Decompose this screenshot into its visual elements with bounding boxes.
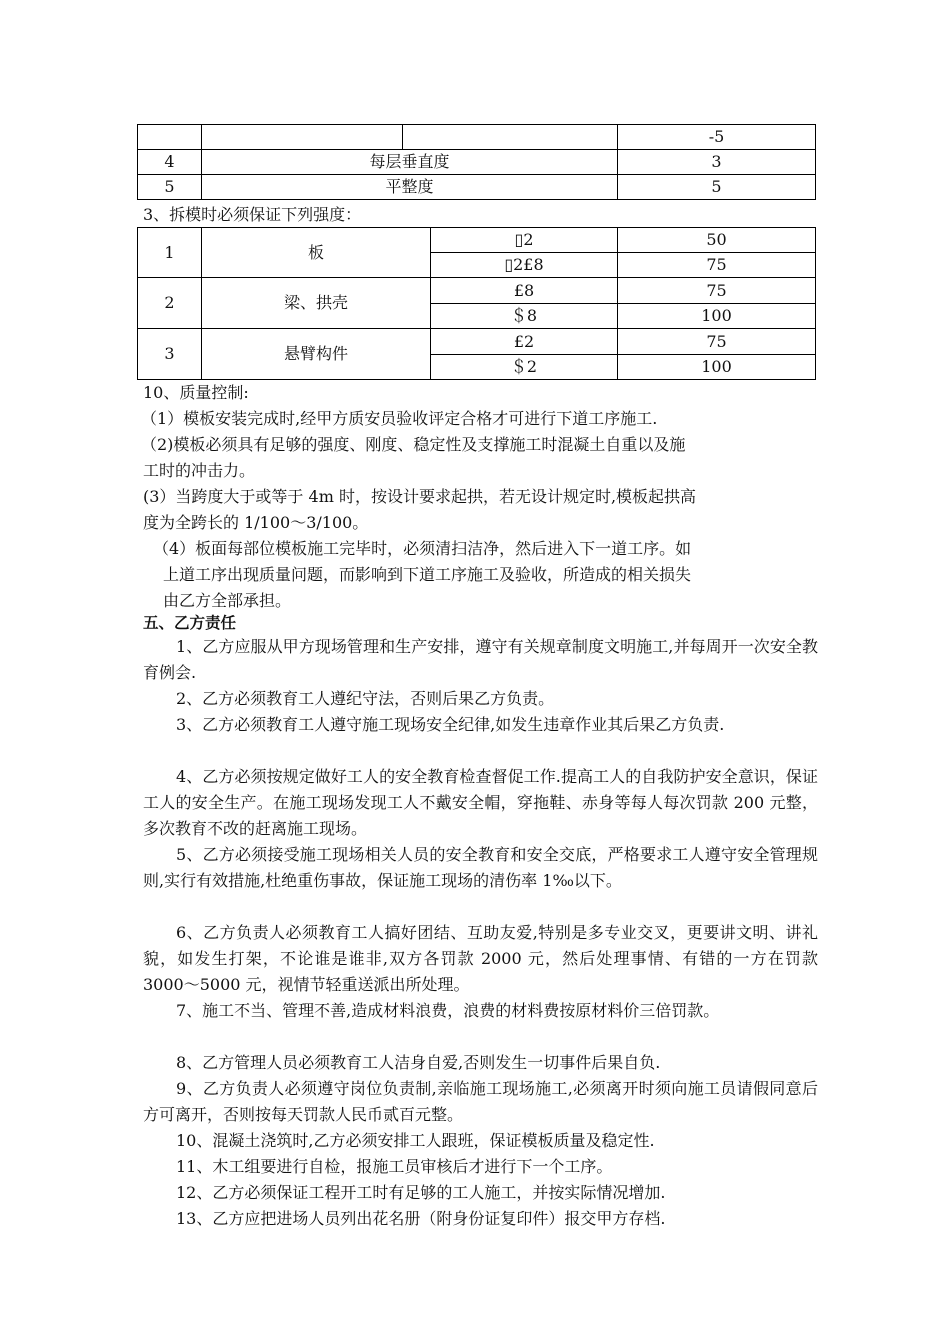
responsibility-item: 2、乙方必须教育工人遵纪守法，否则后果乙方负责。 [176, 689, 555, 708]
quality-item-2-line-2: 工时的冲击力。 [143, 461, 256, 480]
quality-item-3-line-1: (3）当跨度大于或等于 4m 时，按设计要求起拱，若无设计规定时,模板起拱高 [143, 487, 697, 506]
quality-item-2-line-1: （2)模板必须具有足够的强度、刚度、稳定性及支撑施工时混凝土自重以及施 [141, 435, 686, 454]
table-cell: ＄8 [431, 304, 618, 329]
table-row [138, 150, 816, 175]
quality-item-3-line-2: 度为全跨长的 1/100～3/100。 [143, 513, 369, 532]
span-condition: 2£8 [513, 255, 544, 274]
table-cell: 5 [138, 175, 202, 200]
table-cell [138, 125, 202, 150]
table-cell: 5 [618, 175, 816, 200]
quality-heading: 10、质量控制: [143, 383, 249, 402]
quality-item-4-line-2: 上道工序出现质量问题，而影响到下道工序施工及验收，所造成的相关损失 [163, 565, 692, 584]
table-cell [431, 253, 618, 278]
table-cell: 4 [138, 150, 202, 175]
table-cell: 100 [618, 355, 816, 380]
table-cell [202, 125, 403, 150]
table-cell [403, 125, 618, 150]
table-cell: 75 [618, 278, 816, 304]
responsibility-item: 13、乙方应把进场人员列出花名册（附身份证复印件）报交甲方存档. [176, 1209, 666, 1228]
table-cell: £2 [431, 329, 618, 355]
table-cell: 梁、拱壳 [202, 278, 431, 329]
table-cell: 100 [618, 304, 816, 329]
responsibility-item: 9、乙方负责人必须遵守岗位负责制,亲临施工现场施工,必须离开时须向施工员请假同意后方可离开，否则按每天罚款人民币贰百元整。 [143, 1079, 818, 1124]
table-cell: 3 [138, 329, 202, 380]
table-cell: 1 [138, 228, 202, 278]
missing-glyph-icon: ▯ [504, 255, 514, 274]
tolerance-table [137, 124, 816, 200]
responsibility-item: 3、乙方必须教育工人遵守施工现场安全纪律,如发生违章作业其后果乙方负责. [176, 715, 725, 734]
quality-item-4-line-1: （4）板面每部位模板施工完毕时，必须清扫洁净，然后进入下一道工序。如 [153, 539, 692, 558]
responsibility-item: 8、乙方管理人员必须教育工人洁身自爱,否则发生一切事件后果自负. [176, 1053, 661, 1072]
section-title: 五、乙方责任 [143, 614, 237, 632]
table-cell: £8 [431, 278, 618, 304]
quality-item-4-line-3: 由乙方全部承担。 [163, 591, 292, 610]
responsibility-item: 4、乙方必须按规定做好工人的安全教育检查督促工作.提高工人的自我防护安全意识，保证工人的安全生产。在施工现场发现工人不戴安全帽，穿拖鞋、赤身等每人每次罚款 200 元整，多次教育不改的赶离施工现场。 [143, 767, 818, 838]
responsibility-item: 12、乙方必须保证工程开工时有足够的工人施工，并按实际情况增加. [176, 1183, 666, 1202]
responsibility-item: 6、乙方负责人必须教育工人搞好团结、互助友爱,特别是多专业交叉，更要讲文明、讲礼貌，如发生打架，不论谁是谁非,双方各罚款 2000 元，然后处理事情、有错的一方在罚款 3000～5000 元，视情节轻重送派出所处理。 [143, 923, 818, 994]
table-cell: 75 [618, 329, 816, 355]
table-cell: 板 [202, 228, 431, 278]
table-cell: 50 [618, 228, 816, 253]
missing-glyph-icon: ▯ [514, 230, 524, 249]
strength-heading: 3、拆模时必须保证下列强度： [143, 205, 362, 224]
responsibility-item: 11、木工组要进行自检，报施工员审核后才进行下一个工序。 [176, 1157, 613, 1176]
table-row [138, 329, 816, 355]
table-cell: 每层垂直度 [202, 150, 618, 175]
quality-item-1: （1）模板安装完成时,经甲方质安员验收评定合格才可进行下道工序施工. [141, 409, 658, 428]
table-row [138, 278, 816, 304]
table-cell [431, 228, 618, 253]
table-cell: ＄2 [431, 355, 618, 380]
table-cell: -5 [618, 125, 816, 150]
table-row [138, 175, 816, 200]
responsibility-item: 7、施工不当、管理不善,造成材料浪费，浪费的材料费按原材料价三倍罚款。 [176, 1001, 720, 1020]
table-cell: 平整度 [202, 175, 618, 200]
responsibility-item: 5、乙方必须接受施工现场相关人员的安全教育和安全交底，严格要求工人遵守安全管理规则,实行有效措施,杜绝重伤事故，保证施工现场的清伤率 1‰以下。 [143, 845, 818, 890]
table-cell: 3 [618, 150, 816, 175]
responsibility-item: 10、混凝土浇筑时,乙方必须安排工人跟班，保证模板质量及稳定性. [176, 1131, 655, 1150]
table-cell: 2 [138, 278, 202, 329]
responsibility-item: 1、乙方应服从甲方现场管理和生产安排，遵守有关规章制度文明施工,并每周开一次安全教育例会. [143, 637, 818, 682]
table-row [138, 125, 816, 150]
strength-table [137, 227, 816, 380]
table-row [138, 228, 816, 253]
span-condition: 2 [523, 230, 534, 249]
table-cell: 悬臂构件 [202, 329, 431, 380]
table-cell: 75 [618, 253, 816, 278]
